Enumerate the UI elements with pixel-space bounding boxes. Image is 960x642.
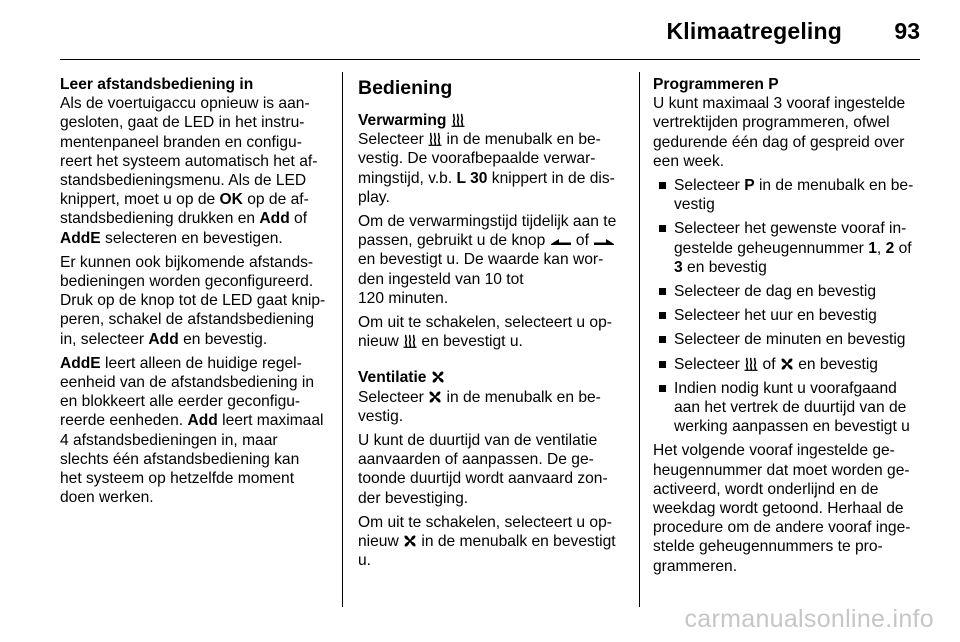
text-line: het systeem op hetzelfde moment [60,470,295,488]
heat-waves-icon [451,113,465,127]
paragraph [358,431,628,508]
text-line: Selecteer in de menubalk en be- [358,388,601,406]
arrow-left-icon [550,237,572,247]
text-line: toonde duurtijd wordt aanvaard zon- [358,470,608,488]
text-line: Om de verwarmingstijd tijdelijk aan te [358,213,617,231]
section-heading: Leer afstandsbediening in [60,76,254,93]
text-line: Druk op de knop tot de LED gaat knip- [60,292,326,310]
fan-icon [431,370,445,384]
text-line: u. [358,552,372,570]
text-line: eenheid van de afstandsbediening in [60,374,315,392]
text-line: gesloten, gaat de LED in het instru- [60,114,305,132]
text-line: Om uit te schakelen, selecteert u op- [358,513,612,531]
subheading-ventilation: Ventilatie [358,368,628,387]
text-line: doen werken. [60,489,154,507]
text-line: vertrektijden programmeren, ofwel [653,114,890,132]
paragraph [358,313,628,351]
text-line: aanvaarden of aanpassen. De ge- [358,451,594,469]
section-heading: Bediening [358,77,453,99]
text-line: 120 minuten. [358,289,449,307]
text-line: en blokkeert alle eerder geconfigu- [60,393,301,411]
list-item: Selecteer of en bevestig [653,355,923,374]
text-line: Selecteer in de menubalk en be- [358,131,601,149]
column-divider [639,72,640,607]
chapter-title: Klimaatregeling [666,18,842,44]
text-line: nieuw in de menubalk en bevestigt [358,533,616,551]
text-line: grammeren. [653,557,738,575]
text-line: in, selecteer Add en bevestig. [60,330,268,348]
text-line: vestig. [358,407,404,425]
text-line: stelde geheugennummers te pro- [653,538,883,556]
text-line: Om uit te schakelen, selecteert u op- [358,314,612,332]
text-line: Er kunnen ook bijkomende afstands- [60,253,314,271]
paragraph [60,94,330,248]
list-item: Selecteer P in de menubalk en be- vestig [653,176,923,214]
text-line: AddE leert alleen de huidige regel- [60,354,302,372]
list-item: Selecteer het gewenste vooraf in- gestelde geheugennummer 1, 2 of 3 en bevestig [653,219,923,277]
bullet-square [659,225,666,232]
paragraph [358,130,628,207]
page-number: 93 [894,18,920,44]
text-line: AddE selecteren en bevestigen. [60,229,283,247]
heat-waves-icon [403,334,417,348]
fan-icon [403,534,417,548]
heat-waves-icon [744,357,758,371]
text-line: mentenpaneel branden en configu- [60,133,302,151]
paragraph [653,94,923,171]
paragraph [358,388,628,426]
text-line: en bevestigt u. De waarde kan wor- [358,251,604,269]
text-line: Als de voertuigaccu opnieuw is aan- [60,95,310,113]
bullet-square [659,288,666,295]
page-header [60,0,920,61]
text-line: peren, schakel de afstandsbediening [60,311,315,329]
text-line: den ingesteld van 10 tot [358,270,524,288]
column-divider [342,72,343,607]
paragraph [60,253,330,349]
bullet-square [659,336,666,343]
list-item: Indien nodig kunt u voorafgaand aan het vertrek de duurtijd van de werking aanpassen en bevestigt u [653,379,923,437]
text-line: gedurende één dag of gespreid over [653,133,905,151]
text-line: knippert, moet u op de OK op de af- [60,191,309,209]
text-line: 4 afstandsbedieningen in, maar [60,431,278,449]
paragraph [358,513,628,571]
paragraph [60,354,330,508]
text-line: U kunt de duurtijd van de ventilatie [358,432,598,450]
header-rule [60,59,920,60]
paragraph [358,212,628,308]
text-line: vestig. De voorafbepaalde verwar- [358,150,596,168]
text-line: activeerd, wordt onderlijnd en de [653,480,879,498]
column-remote-learning [60,75,330,507]
text-line: slechts één afstandsbediening kan [60,450,300,468]
text-line: nieuw en bevestigt u. [358,333,523,351]
heat-waves-icon [428,132,442,146]
text-line: standsbedieningsmenu. Als de LED [60,172,307,190]
text-line: der bevestiging. [358,489,469,507]
text-line: weekdag wordt getoond. Herhaal de [653,500,904,518]
text-line: play. [358,188,390,206]
fan-icon [780,357,794,371]
fan-icon [428,390,442,404]
text-line: reerde eenheden. Add leert maximaal [60,412,324,430]
text-line: mingstijd, v.b. L 30 knippert in de dis- [358,169,615,187]
text-line: standsbediening drukken en Add of [60,210,308,228]
list-item: Selecteer het uur en bevestig [653,306,923,325]
list-item: Selecteer de dag en bevestig [653,282,923,301]
text-line: procedure om de andere vooraf inge- [653,519,911,537]
subheading-heating: Verwarming [358,111,628,130]
text-line: passen, gebruikt u de knop of [358,231,628,250]
text-line: heugennummer dat moet worden ge- [653,461,910,479]
bullet-square [659,361,666,368]
watermark: carmanualsonline.info [684,605,934,633]
bullet-square [659,312,666,319]
column-programming [653,75,923,576]
bullet-square [659,385,666,392]
column-operation [358,75,628,570]
text-line: Het volgende vooraf ingestelde ge- [653,442,895,460]
text-line: een week. [653,152,725,170]
list-item: Selecteer de minuten en bevestig [653,330,923,349]
text-line: reert het systeem automatisch het af- [60,152,318,170]
text-line: bedieningen worden geconfigureerd. [60,273,314,291]
paragraph [653,441,923,575]
section-heading: Programmeren P [653,76,779,93]
bullet-square [659,182,666,189]
text-line: U kunt maximaal 3 vooraf ingestelde [653,95,906,113]
arrow-right-icon [593,237,615,247]
